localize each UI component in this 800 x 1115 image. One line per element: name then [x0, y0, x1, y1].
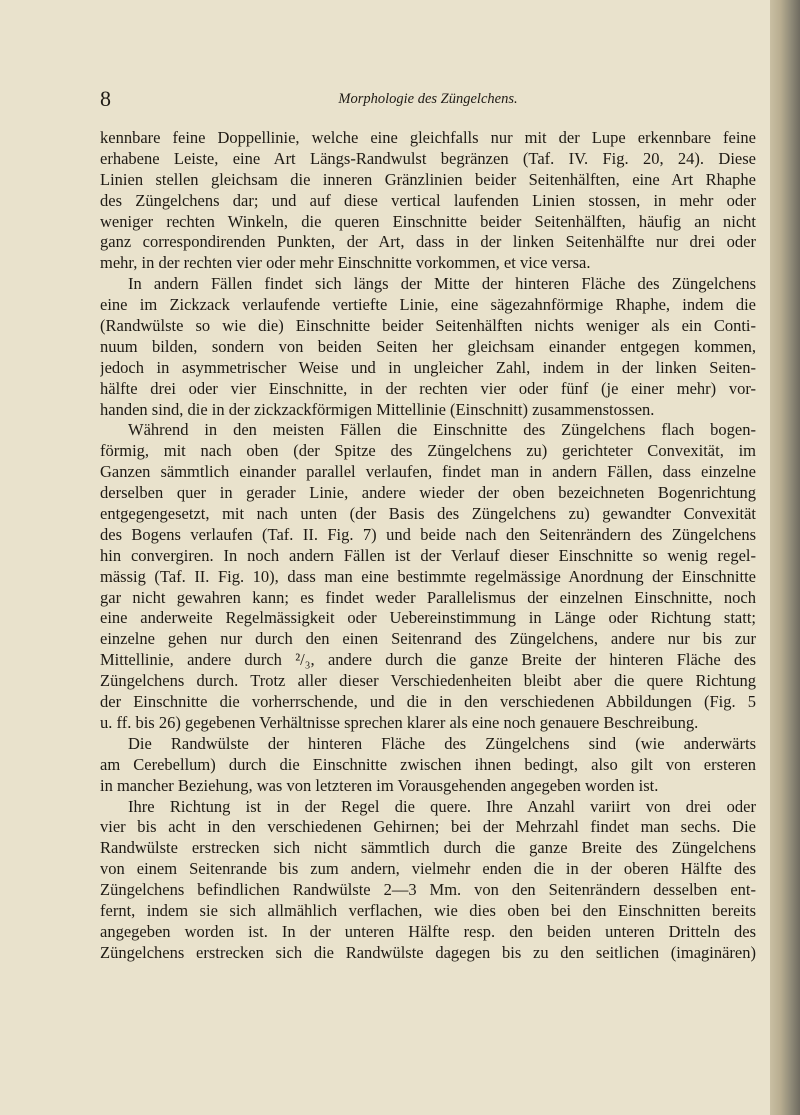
text-line: ganz correspondirenden Punkten, der Art, dass in der linken Seitenhälfte nur drei oder: [100, 232, 756, 252]
text-line: handen sind, die in der zickzackförmigen Mittellinie (Einschnitt) zusammenstossen.: [100, 399, 655, 419]
text-line: Linien stellen gleichsam die inneren Gränzlinien beider Seitenhälften, eine Art Rhaphe: [100, 169, 756, 189]
text-line: entgegengesetzt, mit nach unten (der Basis des Züngelchens zu) gewandter Convexität: [100, 504, 756, 524]
text-line: hin convergiren. In noch andern Fällen ist der Verlauf dieser Einschnitte so wenig regel-: [100, 545, 756, 565]
text-line: Mittellinie, andere durch ²/₃, andere durch die ganze Breite der hinteren Fläche des: [100, 650, 756, 670]
text-line: in mancher Beziehung, was von letzteren im Vorausgehenden angegeben worden ist.: [100, 775, 659, 795]
text-line: Randwülste erstrecken sich nicht sämmtlich durch die ganze Breite des Züngelchens: [100, 838, 756, 858]
text-line: erhabene Leiste, eine Art Längs-Randwulst begränzen (Taf. IV. Fig. 20, 24). Diese: [100, 148, 756, 168]
text-line: am Cerebellum) durch die Einschnitte zwischen ihnen bedingt, also gilt von ersteren: [100, 754, 756, 774]
text-line: Ihre Richtung ist in der Regel die quere. Ihre Anzahl variirt von drei oder: [128, 796, 756, 816]
text-line: weniger rechten Winkeln, die queren Einschnitte beider Seitenhälften, häufig an nicht: [100, 211, 756, 231]
text-line: Züngelchens befindlichen Randwülste 2—3 Mm. von den Seitenrändern desselben ent-: [100, 880, 756, 900]
text-line: mehr, in der rechten vier oder mehr Einschnitte vorkommen, et vice versa.: [100, 253, 591, 273]
text-line: der Einschnitte die vorherrschende, und die in den verschiedenen Abbildungen (Fig. 5: [100, 692, 756, 712]
text-line: mässig (Taf. II. Fig. 10), dass man eine bestimmte regelmässige Anordnung der Einschnitte: [100, 566, 756, 586]
text-line: Züngelchens durch. Trotz aller dieser Verschiedenheiten bleibt aber die quere Richtung: [100, 671, 756, 691]
text-line: Die Randwülste der hinteren Fläche des Züngelchens sind (wie anderwärts: [128, 733, 756, 753]
text-line: einzelne gehen nur durch den einen Seitenrand des Züngelchens, andere nur bis zur: [100, 629, 756, 649]
text-line: (Randwülste so wie die) Einschnitte beider Seitenhälften nichts weniger als ein Conti-: [100, 316, 756, 336]
page-number: 8: [100, 86, 111, 111]
text-line: Während in den meisten Fällen die Einschnitte des Züngelchens flach bogen-: [128, 420, 756, 440]
text-line: angegeben worden ist. In der unteren Hälfte resp. den beiden unteren Dritteln des: [100, 921, 756, 941]
page-edge: [770, 0, 800, 1115]
text-line: gar nicht gewahren kann; es findet weder Parallelismus der einzelnen Einschnitte, noch: [100, 587, 756, 607]
text-line: derselben quer in gerader Linie, andere wieder der oben bezeichneten Bogenrichtung: [100, 483, 756, 503]
text-line: nuum bilden, sondern von beiden Seiten her gleichsam einander entgegen kommen,: [100, 336, 756, 356]
text-line: Ganzen sämmtlich einander parallel verlaufen, findet man in andern Fällen, dass einzelne: [100, 462, 756, 482]
text-line: kennbare feine Doppellinie, welche eine gleichfalls nur mit der Lupe erkennbare feine: [100, 128, 756, 147]
text-line: Züngelchens erstrecken sich die Randwülste dagegen bis zu den seitlichen (imaginären): [100, 942, 756, 962]
text-line: förmig, mit nach oben (der Spitze des Züngelchens zu) gerichteter Convexität, im: [100, 441, 756, 461]
text-line: u. ff. bis 26) gegebenen Verhältnisse sprechen klarer als eine noch genauere Beschreibung.: [100, 712, 699, 732]
text-line: fernt, indem sie sich allmählich verflachen, wie dies oben bei den Einschnitten bereits: [100, 900, 756, 920]
text-line: eine anderweite Regelmässigkeit oder Uebereinstimmung in Länge oder Richtung statt;: [100, 608, 756, 628]
text-line: jedoch in asymmetrischer Weise und in ungleicher Zahl, indem in der linken Seiten-: [100, 357, 756, 377]
text-line: vier bis acht in den verschiedenen Gehirnen; bei der Mehrzahl findet man sechs. Die: [100, 817, 756, 837]
text-line: hälfte drei oder vier Einschnitte, in der rechten vier oder fünf (je einer mehr) vor-: [100, 378, 756, 398]
text-line: eine im Zickzack verlaufende vertiefte Linie, eine sägezahnförmige Rhaphe, indem die: [100, 295, 756, 315]
text-line: des Bogens verlaufen (Taf. II. Fig. 7) und beide nach den Seitenrändern des Züngelchens: [100, 524, 756, 544]
page-header: [100, 86, 756, 112]
body-text: [100, 128, 756, 964]
text-line: In andern Fällen findet sich längs der Mitte der hinteren Fläche des Züngelchens: [128, 274, 756, 294]
text-line: von einem Seitenrande bis zum andern, vielmehr enden die in der oberen Hälfte des: [100, 859, 756, 879]
running-title: Morphologie des Züngelchens.: [338, 91, 518, 107]
text-line: des Züngelchens dar; und auf diese vertical laufenden Linien stossen, in mehr oder: [100, 190, 756, 210]
